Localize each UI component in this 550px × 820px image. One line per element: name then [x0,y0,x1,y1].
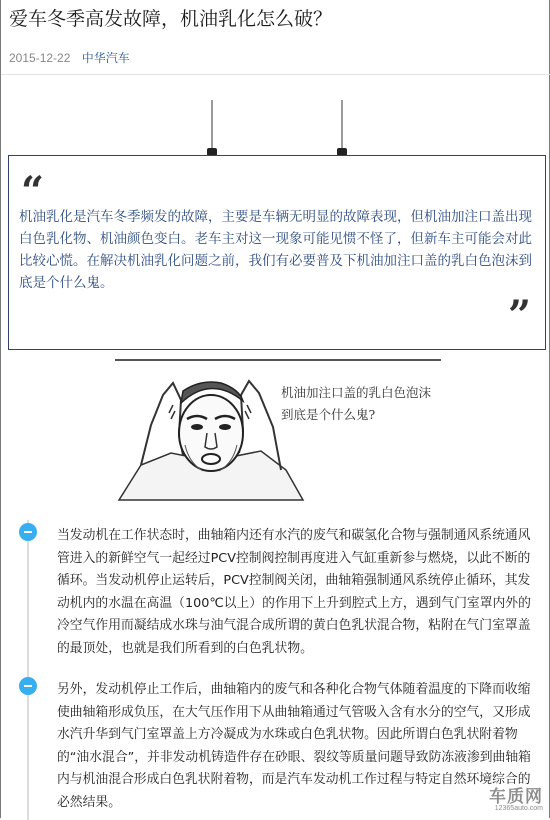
article-meta [9,49,130,66]
site-watermark-logo [451,782,543,814]
open-quote-icon: “ [21,168,45,215]
intro-quote-box [8,155,546,350]
watermark-domain-text: 12365auto.com [494,805,543,812]
header-divider [1,74,550,75]
meme-caption [281,382,431,426]
close-quote-icon: ” [507,292,531,339]
timeline-bullet-icon [19,523,37,541]
section-separator [115,359,441,361]
hanging-string-left [211,100,213,150]
body-paragraph: 当发动机在工作状态时，曲轴箱内还有水汽的废气和碳氢化合物与强制通风系统通风管进入的新鲜空气一起经过PCV控制阀控制再度进入气缸重新参与燃烧，以此不断的循环。当发动机停止运转后，PCV控制阀关闭，曲轴箱强制通风系统停止循环，其发动机内的水温在高温（100℃以上）的作用下上升到腔式上方，遇到气门室罩内外的冷空气作用而凝结成水珠与油气混合成所谓的黄白色乳状混合物，粘附在气门室罩盖的最顶处，也就是我们所看到的白色乳状物。 [57,528,531,656]
source-link[interactable]: 中华汽车 [81,51,130,65]
article-title: 爱车冬季高发故障，机油乳化怎么破？ [9,8,333,30]
intro-quote-text: 机油乳化是汽车冬季频发的故障，主要是车辆无明显的故障表现，但机油加注口盖出现白色乳化物、机油颜色变白。老车主对这一现象可能见惯不怪了，但新车主可能会对此比较心慌。在解决机油乳化问题之前，我们有必要普及下机油加注口盖的乳白色泡沫到底是个什么鬼。 [19,209,532,291]
timeline-bullet-icon [19,677,37,695]
publish-date: 2015-12-22 [9,51,71,65]
body-paragraph: 另外，发动机停止工作后，曲轴箱内的废气和各种化合物气体随着温度的下降而收缩使曲轴箱形成负压，在大气压作用下从曲轴箱通过气管吸入含有水分的空气，又形成水汽升华到气门室罩盖上方冷凝成为水珠或白色乳状物。因此所谓白色乳状附着物的“油水混合”，并非发动机铸造件存在砂眼、裂纹等质量问题导致防冻液渗到曲轴箱内与机油混合形成白色乳状附着物，而是汽车发动机工作过程与特定自然环境综合的必然结果。 [57,682,531,810]
meme-caption-line2: 到底是个什么鬼? [281,407,376,422]
meme-caption-line1: 机油加注口盖的乳白色泡沫 [281,385,432,400]
timeline-line [27,520,29,820]
hanging-string-right [341,100,343,150]
watermark-main-text: 车质网 [489,787,543,807]
